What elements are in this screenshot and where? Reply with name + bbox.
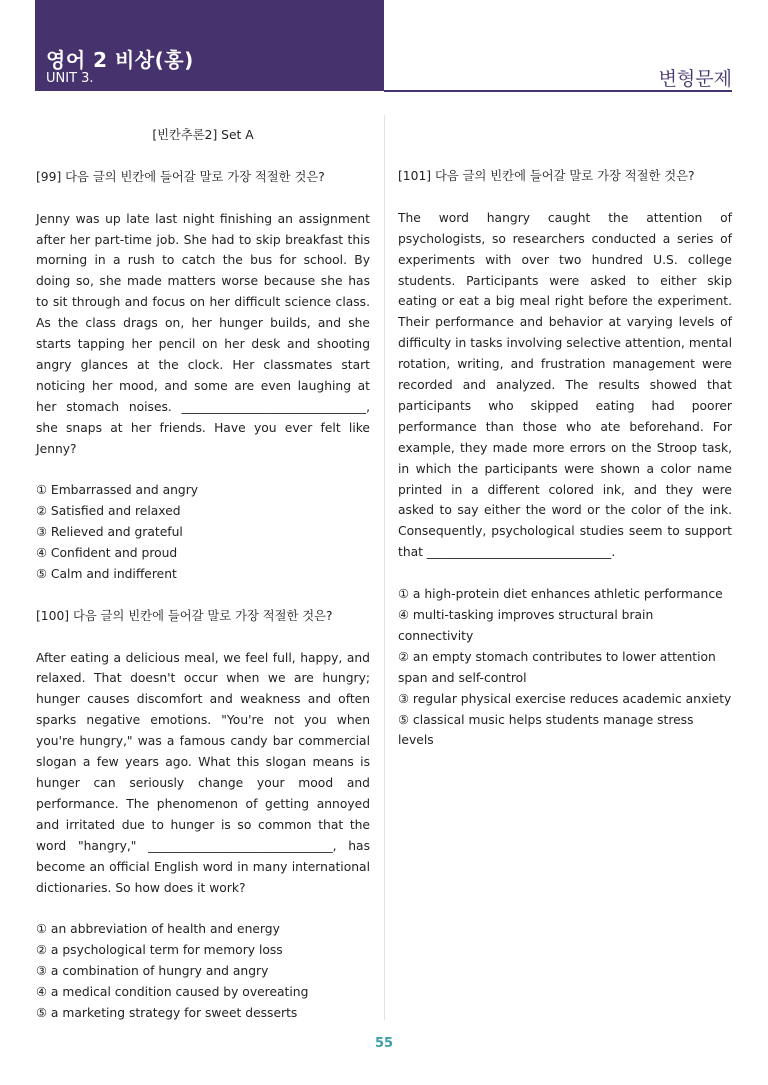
option-item: ⑤ a marketing strategy for sweet desserts — [36, 1005, 298, 1020]
section-title: 변형문제 — [658, 68, 732, 90]
options-100 — [36, 919, 370, 1024]
option-item: ② Satisfied and relaxed — [36, 504, 181, 519]
option-item: ① Embarrassed and angry — [36, 483, 199, 498]
column-divider — [384, 115, 385, 1020]
options-101 — [398, 584, 732, 751]
set-label: [빈칸추론2] Set A — [152, 128, 254, 142]
page-number: 55 — [374, 1036, 394, 1051]
option-item: ② an empty stomach contributes to lower attention span and self-control — [398, 649, 716, 685]
option-item: ④ Confident and proud — [36, 546, 178, 561]
option-item: ④ multi-tasking improves structural brain connectivity — [398, 608, 654, 643]
option-item: ⑤ Calm and indifferent — [36, 566, 177, 581]
left-column — [36, 125, 370, 1045]
passage-99: Jenny was up late last night finishing an assignment after her part-time job. She had to skip breakfast this morning in a rush to catch the bus for school. By doing so, she made matters worse because she has to sit through and focus on her difficult science class. As the class drags on, her hunger builds, and she starts tapping her pencil on her desk and shooting angry glances at the clock. Her classmates start noticing her mood, and some are even laughing at her stomach noises. ______________________________, she snaps at her friends. Have you ever felt like Jenny? — [36, 211, 370, 456]
question-prompt-99: [99] 다음 글의 빈칸에 들어갈 말로 가장 적절한 것은? — [36, 169, 325, 184]
header-underline — [384, 90, 732, 92]
options-99 — [36, 480, 370, 585]
option-item: ① an abbreviation of health and energy — [36, 922, 280, 937]
unit-label: UNIT 3. — [46, 71, 94, 86]
question-prompt-101: [101] 다음 글의 빈칸에 들어갈 말로 가장 적절한 것은? — [398, 169, 695, 183]
option-item: ③ regular physical exercise reduces academic anxiety — [398, 691, 732, 706]
passage-101: The word hangry caught the attention of psychologists, so researchers conducted a series of experiments with over two hundred U.S. college students. Participants were asked to either skip eating or eat a big meal right before the experiment. Their performance and behavior at varying levels of difficulty in tasks involving selective attention, mental rotation, writing, and frustration management were recorded and analyzed. The results showed that participants who skipped eating had poorer performance than those who ate beforehand. For example, they made more errors on the Stroop task, in which the participants were shown a color name printed in a different colored ink, and they were asked to say either the word or the color of the ink. Consequently, psychological studies seem to support that ______________________________. — [398, 210, 732, 560]
right-column — [398, 166, 732, 772]
option-item: ① a high-protein diet enhances athletic performance — [398, 587, 723, 602]
option-item: ③ Relieved and grateful — [36, 525, 183, 540]
option-item: ⑤ classical music helps students manage stress levels — [398, 712, 694, 748]
option-item: ② a psychological term for memory loss — [36, 943, 283, 958]
option-item: ④ a medical condition caused by overeating — [36, 985, 309, 1000]
textbook-title: 영어 2 비상(홍) — [46, 48, 194, 72]
option-item: ③ a combination of hungry and angry — [36, 964, 269, 979]
question-prompt-100: [100] 다음 글의 빈칸에 들어갈 말로 가장 적절한 것은? — [36, 608, 333, 623]
passage-100: After eating a delicious meal, we feel full, happy, and relaxed. That doesn't occur when we are hungry; hunger causes discomfort and weakness and often sparks negative emotions. "You're not you when you're hungry," was a famous candy bar commercial slogan a few years ago. What this slogan means is hunger can seriously change your mood and performance. The phenomenon of getting annoyed and irritated due to hunger is so common that the word "hangry," ______________________________, has become an official English word in many international dictionaries. So how does it work? — [36, 650, 370, 895]
